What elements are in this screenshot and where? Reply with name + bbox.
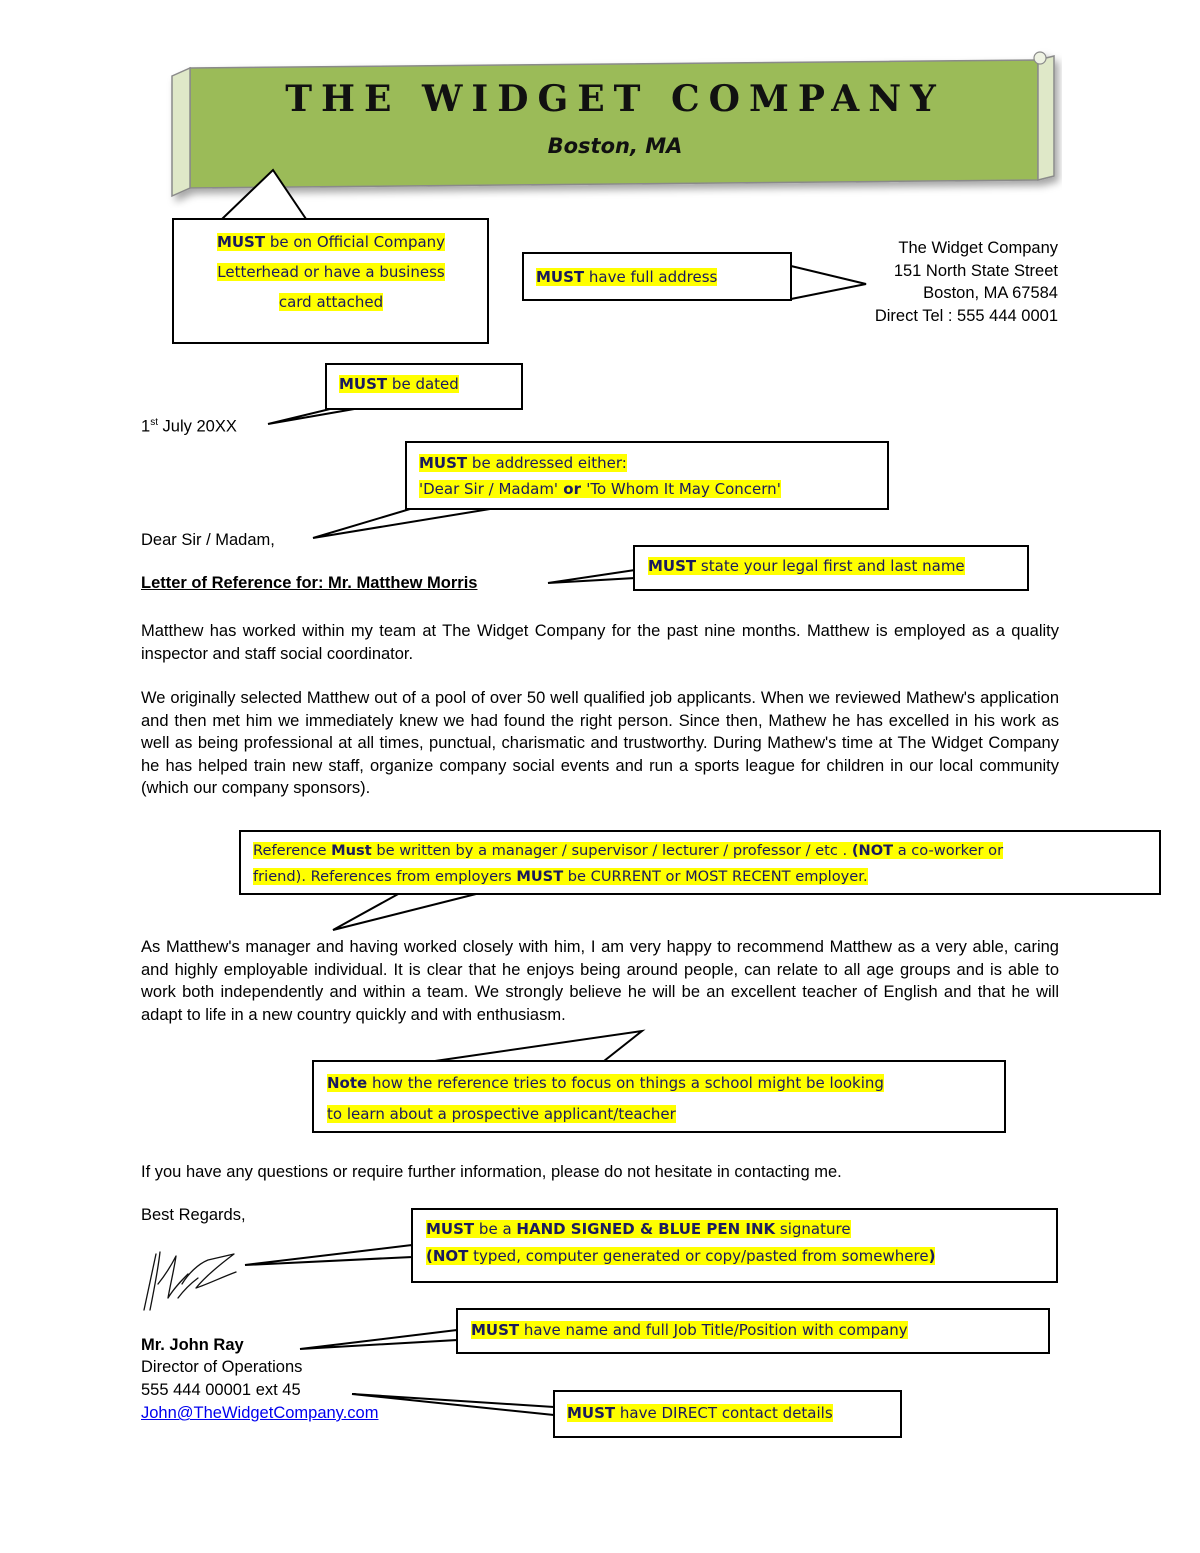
- callout-job-title-text: MUST have name and full Job Title/Position with company: [471, 1321, 908, 1339]
- signer-name: Mr. John Ray: [141, 1336, 244, 1354]
- callout-reference-text: Reference Must be written by a manager / supervisor / lecturer / professor / etc . (NOT a co-worker or friend). References from employers MUST be CURRENT or MOST RECENT employer.: [253, 842, 1004, 885]
- callout-note-text: Note how the reference tries to focus on things a school might be looking to learn about a prospective applicant/teacher: [327, 1074, 884, 1123]
- callout-legal-name-text: MUST state your legal first and last name: [648, 557, 965, 575]
- pointer-signature: [245, 1245, 412, 1265]
- paragraph-2: We originally selected Matthew out of a pool of over 50 well qualified job applicants. When we reviewed Mathew's application and then met him we immediately knew we had found the right person. Since then, Mathew he has excelled in his work as well as being professional at all times, punctual, charismatic and trustworthy. During Mathew's time at The Widget Company he has helped train new staff, organize company social events and run a sports league for children in our local community (which our company sponsors).: [141, 689, 1059, 797]
- sender-address: [760, 237, 1058, 327]
- company-name: THE WIDGET COMPANY: [285, 78, 945, 120]
- company-location: Boston, MA: [547, 134, 683, 158]
- pointer-reference: [333, 893, 480, 930]
- pointer-jobtitle: [300, 1330, 457, 1349]
- pointer-note: [435, 1031, 642, 1061]
- pointer-name: [548, 570, 635, 583]
- paragraph-1: Matthew has worked within my team at The Widget Company for the past nine months. Matthew is employed as a quality inspector and staff social coordinator.: [141, 622, 1059, 663]
- pointer-addressed: [313, 509, 490, 538]
- pointer-dated: [268, 408, 360, 424]
- subject-line: Letter of Reference for: Mr. Matthew Morris: [141, 574, 478, 592]
- paragraph-3: As Matthew's manager and having worked closely with him, I am very happy to recommend Matthew as a very able, caring and highly employable individual. It is clear that he enjoys being around people, can relate to all age groups and is able to work both independently and within a team. We strongly believe he will be an excellent teacher of English and that he will adapt to life in a new country quickly and with enthusiasm.: [141, 938, 1059, 1024]
- callout-addressed-text: MUST be addressed either: 'Dear Sir / Madam' or 'To Whom It May Concern': [419, 454, 781, 498]
- address-line: Direct Tel : 555 444 0001: [874, 306, 1058, 325]
- signer-phone: 555 444 00001 ext 45: [141, 1381, 301, 1399]
- signer-title: Director of Operations: [141, 1358, 303, 1376]
- paragraph-4: If you have any questions or require further information, please do not hesitate in contacting me.: [141, 1163, 842, 1181]
- closing: Best Regards,: [141, 1206, 246, 1224]
- salutation: Dear Sir / Madam,: [141, 531, 275, 549]
- address-line: Boston, MA 67584: [923, 284, 1058, 302]
- callout-address-text: MUST have full address: [536, 268, 718, 286]
- signer-email-link[interactable]: John@TheWidgetCompany.com: [141, 1404, 379, 1422]
- letter-date: 1st July 20XX: [141, 417, 237, 436]
- address-line: The Widget Company: [898, 239, 1058, 257]
- pointer-letterhead: [222, 170, 306, 219]
- callout-letterhead-text: MUST be on Official Company Letterhead or have a business card attached: [216, 233, 446, 311]
- pointer-contact: [352, 1394, 554, 1415]
- callout-contact-text: MUST have DIRECT contact details: [567, 1404, 833, 1422]
- address-line: 151 North State Street: [893, 261, 1058, 280]
- callout-signature-text: MUST be a HAND SIGNED & BLUE PEN INK signature (NOT typed, computer generated or copy/pasted from somewhere): [426, 1220, 936, 1265]
- callout-dated-text: MUST be dated: [339, 375, 459, 393]
- handwritten-signature: [138, 1244, 248, 1316]
